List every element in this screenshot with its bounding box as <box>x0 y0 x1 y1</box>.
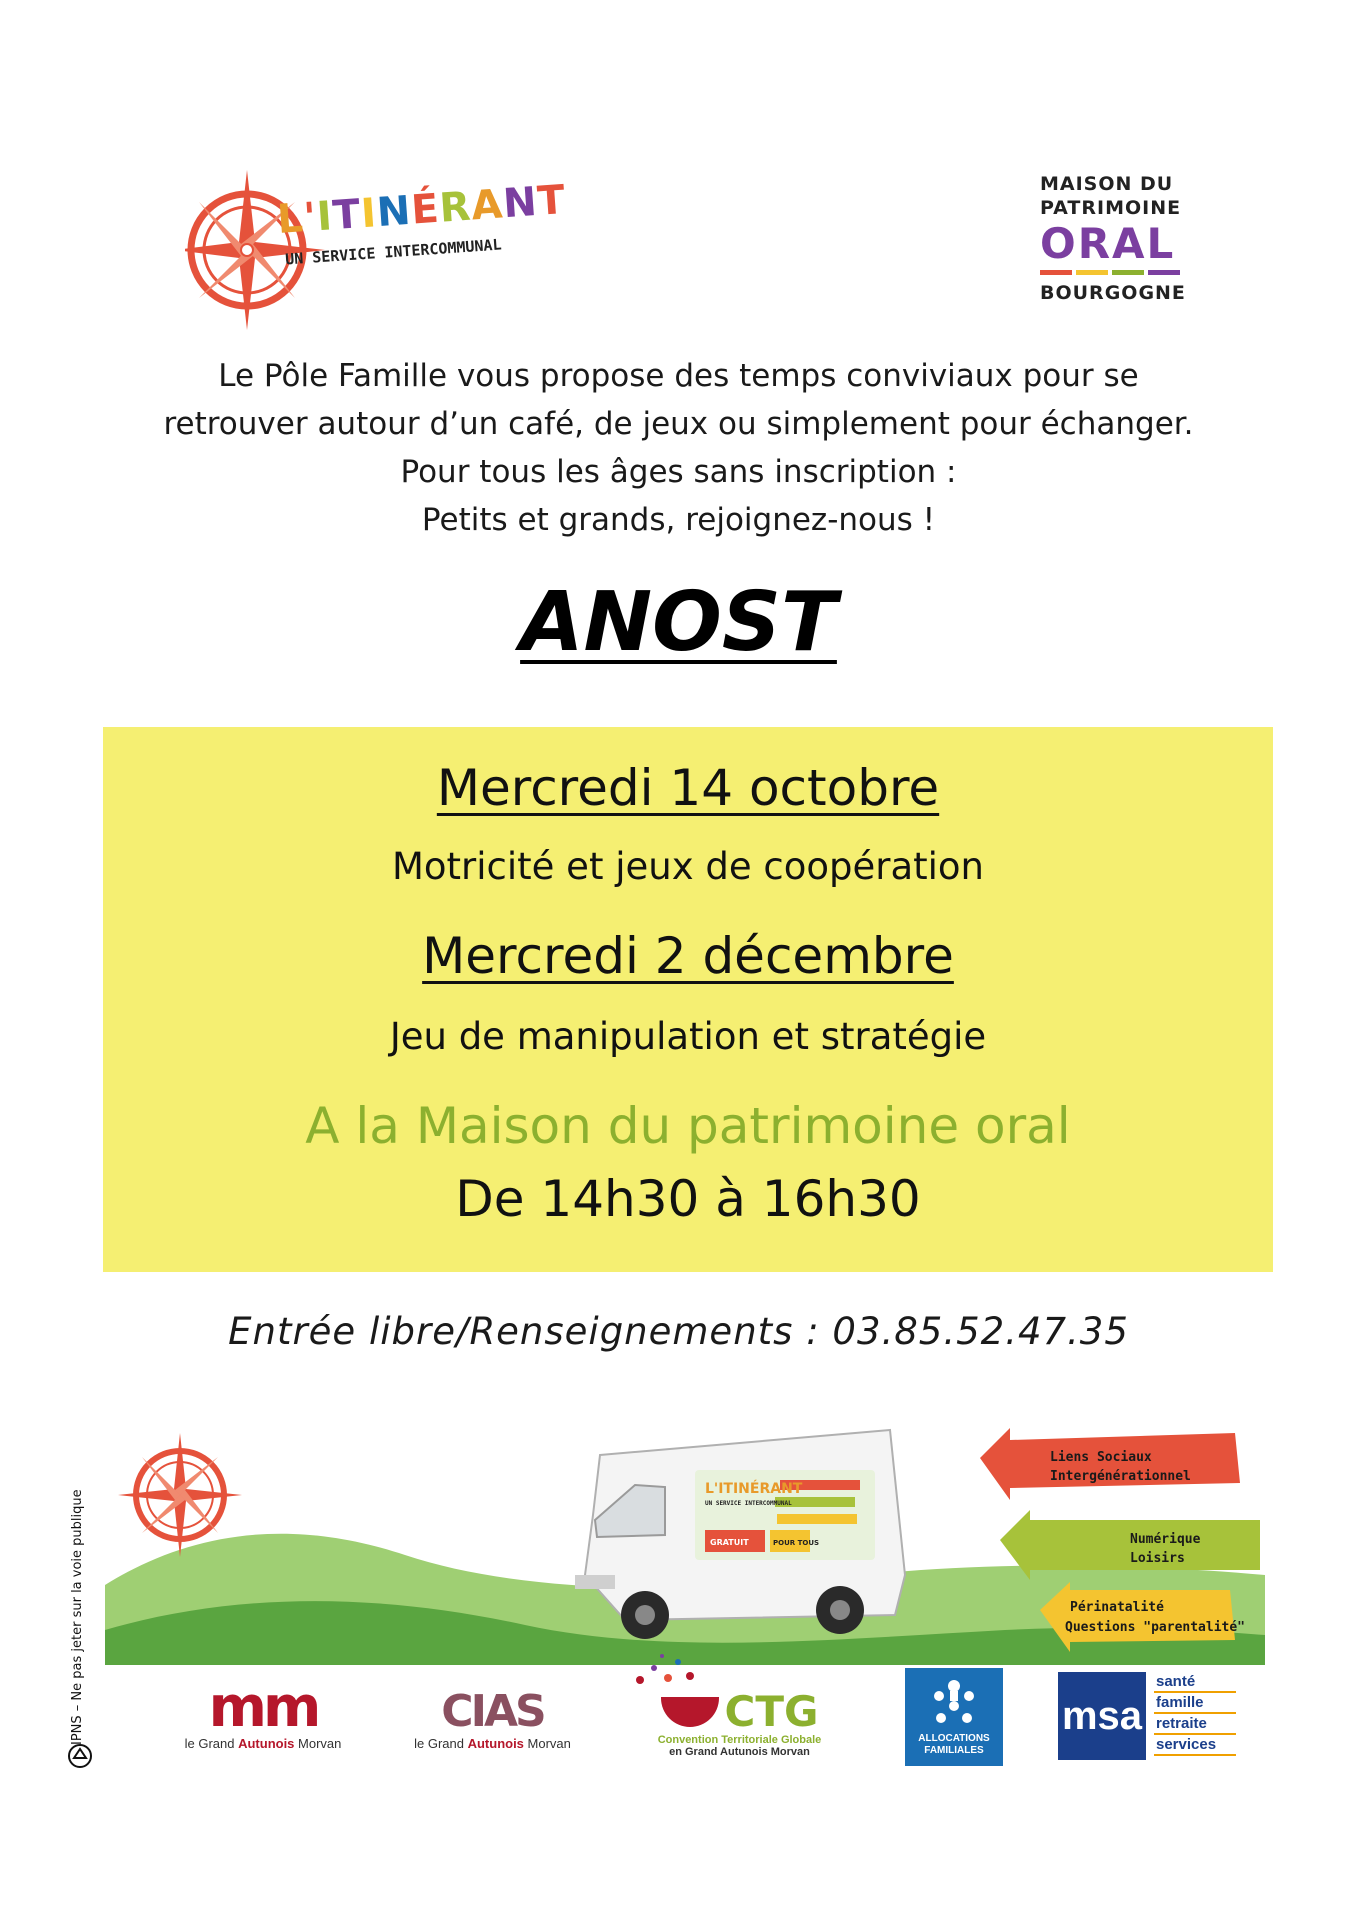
intro-line: Pour tous les âges sans inscription : <box>400 454 957 490</box>
arrow-line: Intergénérationnel <box>1050 1469 1191 1484</box>
van-logo-sub: UN SERVICE INTERCOMMUNAL <box>705 1500 792 1507</box>
compass-rose-icon <box>185 165 335 330</box>
ctg-mark: CTG <box>632 1690 847 1734</box>
ctg-line1: Convention Territoriale Globale <box>657 1734 822 1746</box>
gam-subtitle: le Grand Autunois Morvan <box>184 1736 342 1751</box>
town-name: ANOST <box>520 575 837 670</box>
msa-mark: msa <box>1058 1672 1146 1760</box>
arrow-line: Questions "parentalité" <box>1065 1620 1246 1635</box>
van-badge: POUR TOUS <box>773 1539 820 1547</box>
mpo-logo <box>1040 172 1200 322</box>
intro-line: Petits et grands, rejoignez-nous ! <box>421 502 936 538</box>
intro-line: Le Pôle Famille vous propose des temps conviviaux pour se <box>218 358 1139 394</box>
ipns-text: IPNS – Ne pas jeter sur la voie publique <box>70 1489 85 1745</box>
msa-item: famille <box>1154 1693 1236 1714</box>
intro-line: retrouver autour d’un café, de jeux ou simplement pour échanger. <box>163 406 1194 442</box>
partner-logo-msa <box>1058 1672 1236 1760</box>
mpo-oral-text: ORAL <box>1040 219 1176 268</box>
van-badge: GRATUIT <box>710 1538 749 1547</box>
banner-compass-icon <box>118 1433 242 1557</box>
caf-family-icon <box>919 1676 989 1731</box>
msa-item: retraite <box>1154 1714 1236 1735</box>
cias-mark: CIAS <box>441 1686 544 1737</box>
caf-line2: FAMILIALES <box>924 1745 984 1756</box>
ctg-dots-icon <box>632 1650 702 1690</box>
ctg-bowl-icon <box>661 1697 719 1727</box>
msa-items <box>1154 1672 1236 1760</box>
itinerant-title: L'ITINÉRANT <box>275 176 568 244</box>
gam-mark: mm <box>208 1675 318 1740</box>
partner-logo-ctg <box>632 1650 847 1758</box>
arrow-sign <box>980 1428 1240 1500</box>
event-hours: De 14h30 à 16h30 <box>455 1170 921 1228</box>
cias-subtitle: le Grand Autunois Morvan <box>414 1736 571 1751</box>
msa-item: services <box>1154 1735 1236 1756</box>
ctg-line2: en Grand Autunois Morvan <box>669 1746 810 1758</box>
itinerant-subtitle: UN SERVICE INTERCOMMUNAL <box>284 235 503 269</box>
intro-text <box>60 352 1297 544</box>
mpo-oral <box>1040 220 1200 268</box>
recycle-icon <box>67 1743 93 1769</box>
partner-logo-gam <box>168 1675 358 1751</box>
partner-logo-cias <box>405 1688 580 1751</box>
van-logo-text: L'ITINÉRANT <box>705 1481 803 1497</box>
event-activity: Jeu de manipulation et stratégie <box>389 1015 987 1058</box>
event-date: Mercredi 2 décembre <box>422 927 954 985</box>
van-illustration <box>575 1430 905 1639</box>
caf-line1: ALLOCATIONS <box>918 1733 990 1744</box>
mpo-line2: PATRIMOINE <box>1040 197 1182 219</box>
mpo-line1: MAISON DU <box>1040 173 1174 195</box>
partner-logo-caf <box>905 1668 1003 1766</box>
mpo-color-bar <box>1040 270 1200 275</box>
events-panel <box>103 727 1273 1272</box>
arrow-line: Loisirs <box>1130 1551 1185 1566</box>
ipns-note <box>60 1445 100 1765</box>
event-date: Mercredi 14 octobre <box>436 759 940 817</box>
event-place: A la Maison du patrimoine oral <box>305 1097 1071 1155</box>
arrow-line: Liens Sociaux <box>1050 1450 1152 1465</box>
msa-item: santé <box>1154 1672 1236 1693</box>
mpo-line4: BOURGOGNE <box>1040 282 1186 304</box>
arrow-sign <box>1000 1510 1260 1580</box>
banner-illustration <box>105 1425 1265 1665</box>
contact-line: Entrée libre/Renseignements : 03.85.52.47.35 <box>228 1310 1129 1353</box>
town-heading <box>0 575 1357 670</box>
itinerant-logo <box>185 165 605 330</box>
arrow-line: Périnatalité <box>1070 1600 1164 1615</box>
event-activity: Motricité et jeux de coopération <box>391 845 985 888</box>
arrow-line: Numérique <box>1130 1532 1201 1547</box>
